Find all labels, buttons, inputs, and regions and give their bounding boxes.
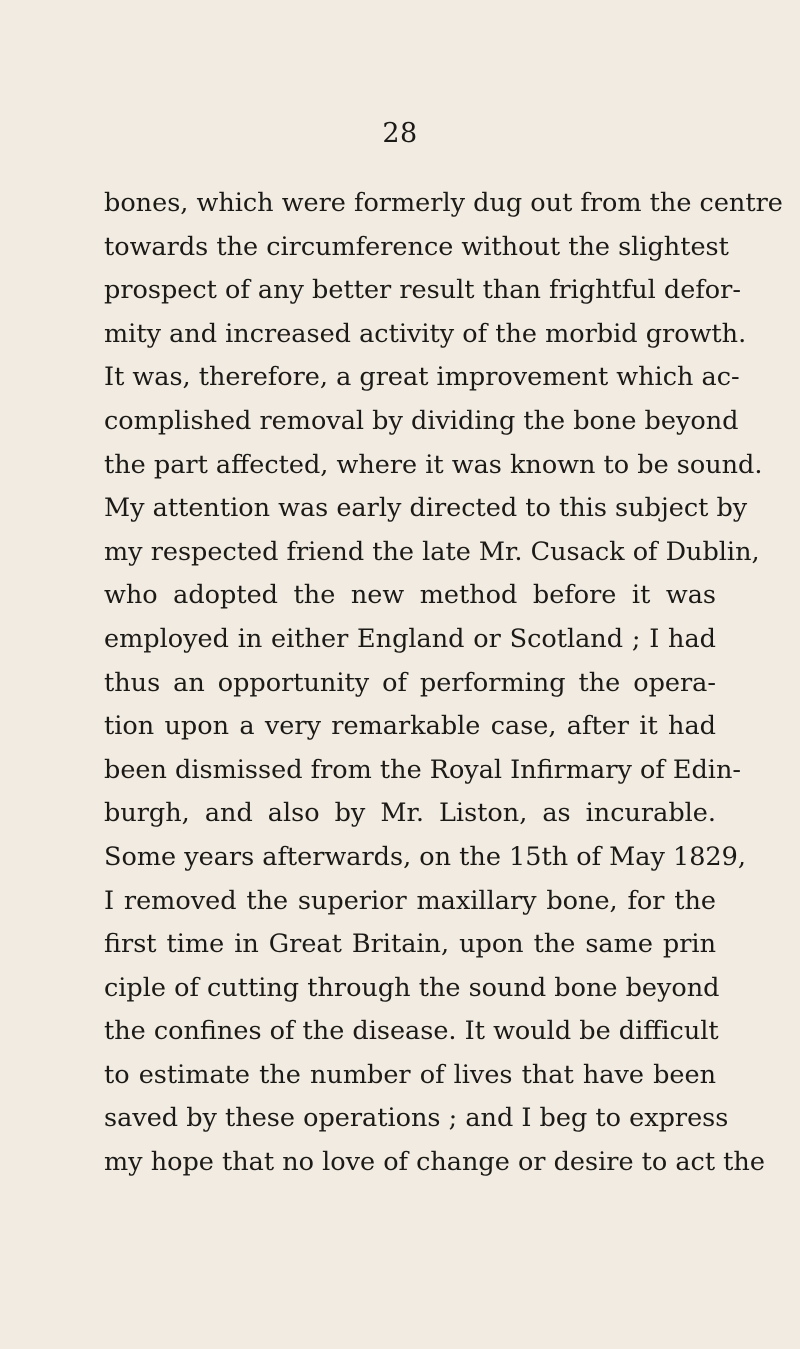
text-line: who adopted the new method before it was — [104, 580, 716, 611]
text-line: My attention was early directed to this subject by — [104, 493, 748, 524]
text-line: ciple of cutting through the sound bone beyond — [104, 972, 720, 1003]
text-line: to estimate the number of lives that have been — [104, 1059, 716, 1090]
text-line: mity and increased activity of the morbid growth. — [104, 318, 747, 349]
text-line: the part affected, where it was known to be sound. — [104, 449, 763, 480]
text-line: saved by these operations ; and I beg to express — [104, 1103, 729, 1134]
text-line: towards the circumference without the slightest — [104, 231, 729, 262]
body-text — [104, 182, 783, 1185]
text-line: I removed the superior maxillary bone, for the — [104, 885, 716, 916]
text-line: complished removal by dividing the bone beyond — [104, 405, 739, 436]
text-line: the confines of the disease. It would be difficult — [104, 1016, 719, 1047]
text-line: thus an opportunity of performing the opera- — [104, 667, 716, 698]
text-line: been dismissed from the Royal Infirmary of Edin- — [104, 754, 741, 785]
text-line: It was, therefore, a great improvement which ac- — [104, 362, 740, 393]
page-number: 28 — [382, 118, 418, 149]
text-line: bones, which were formerly dug out from the centre — [104, 188, 783, 218]
text-line: first time in Great Britain, upon the same prin — [104, 929, 716, 960]
text-line: my respected friend the late Mr. Cusack of Dublin, — [104, 536, 760, 567]
text-line: prospect of any better result than frightful defor- — [104, 275, 741, 306]
text-line: employed in either England or Scotland ; I had — [104, 623, 716, 654]
text-line: Some years afterwards, on the 15th of May 1829, — [104, 841, 746, 872]
text-line: my hope that no love of change or desire to act the — [104, 1147, 765, 1178]
text-line: tion upon a very remarkable case, after it had — [104, 711, 716, 742]
text-line: burgh, and also by Mr. Liston, as incurable. — [104, 798, 716, 829]
